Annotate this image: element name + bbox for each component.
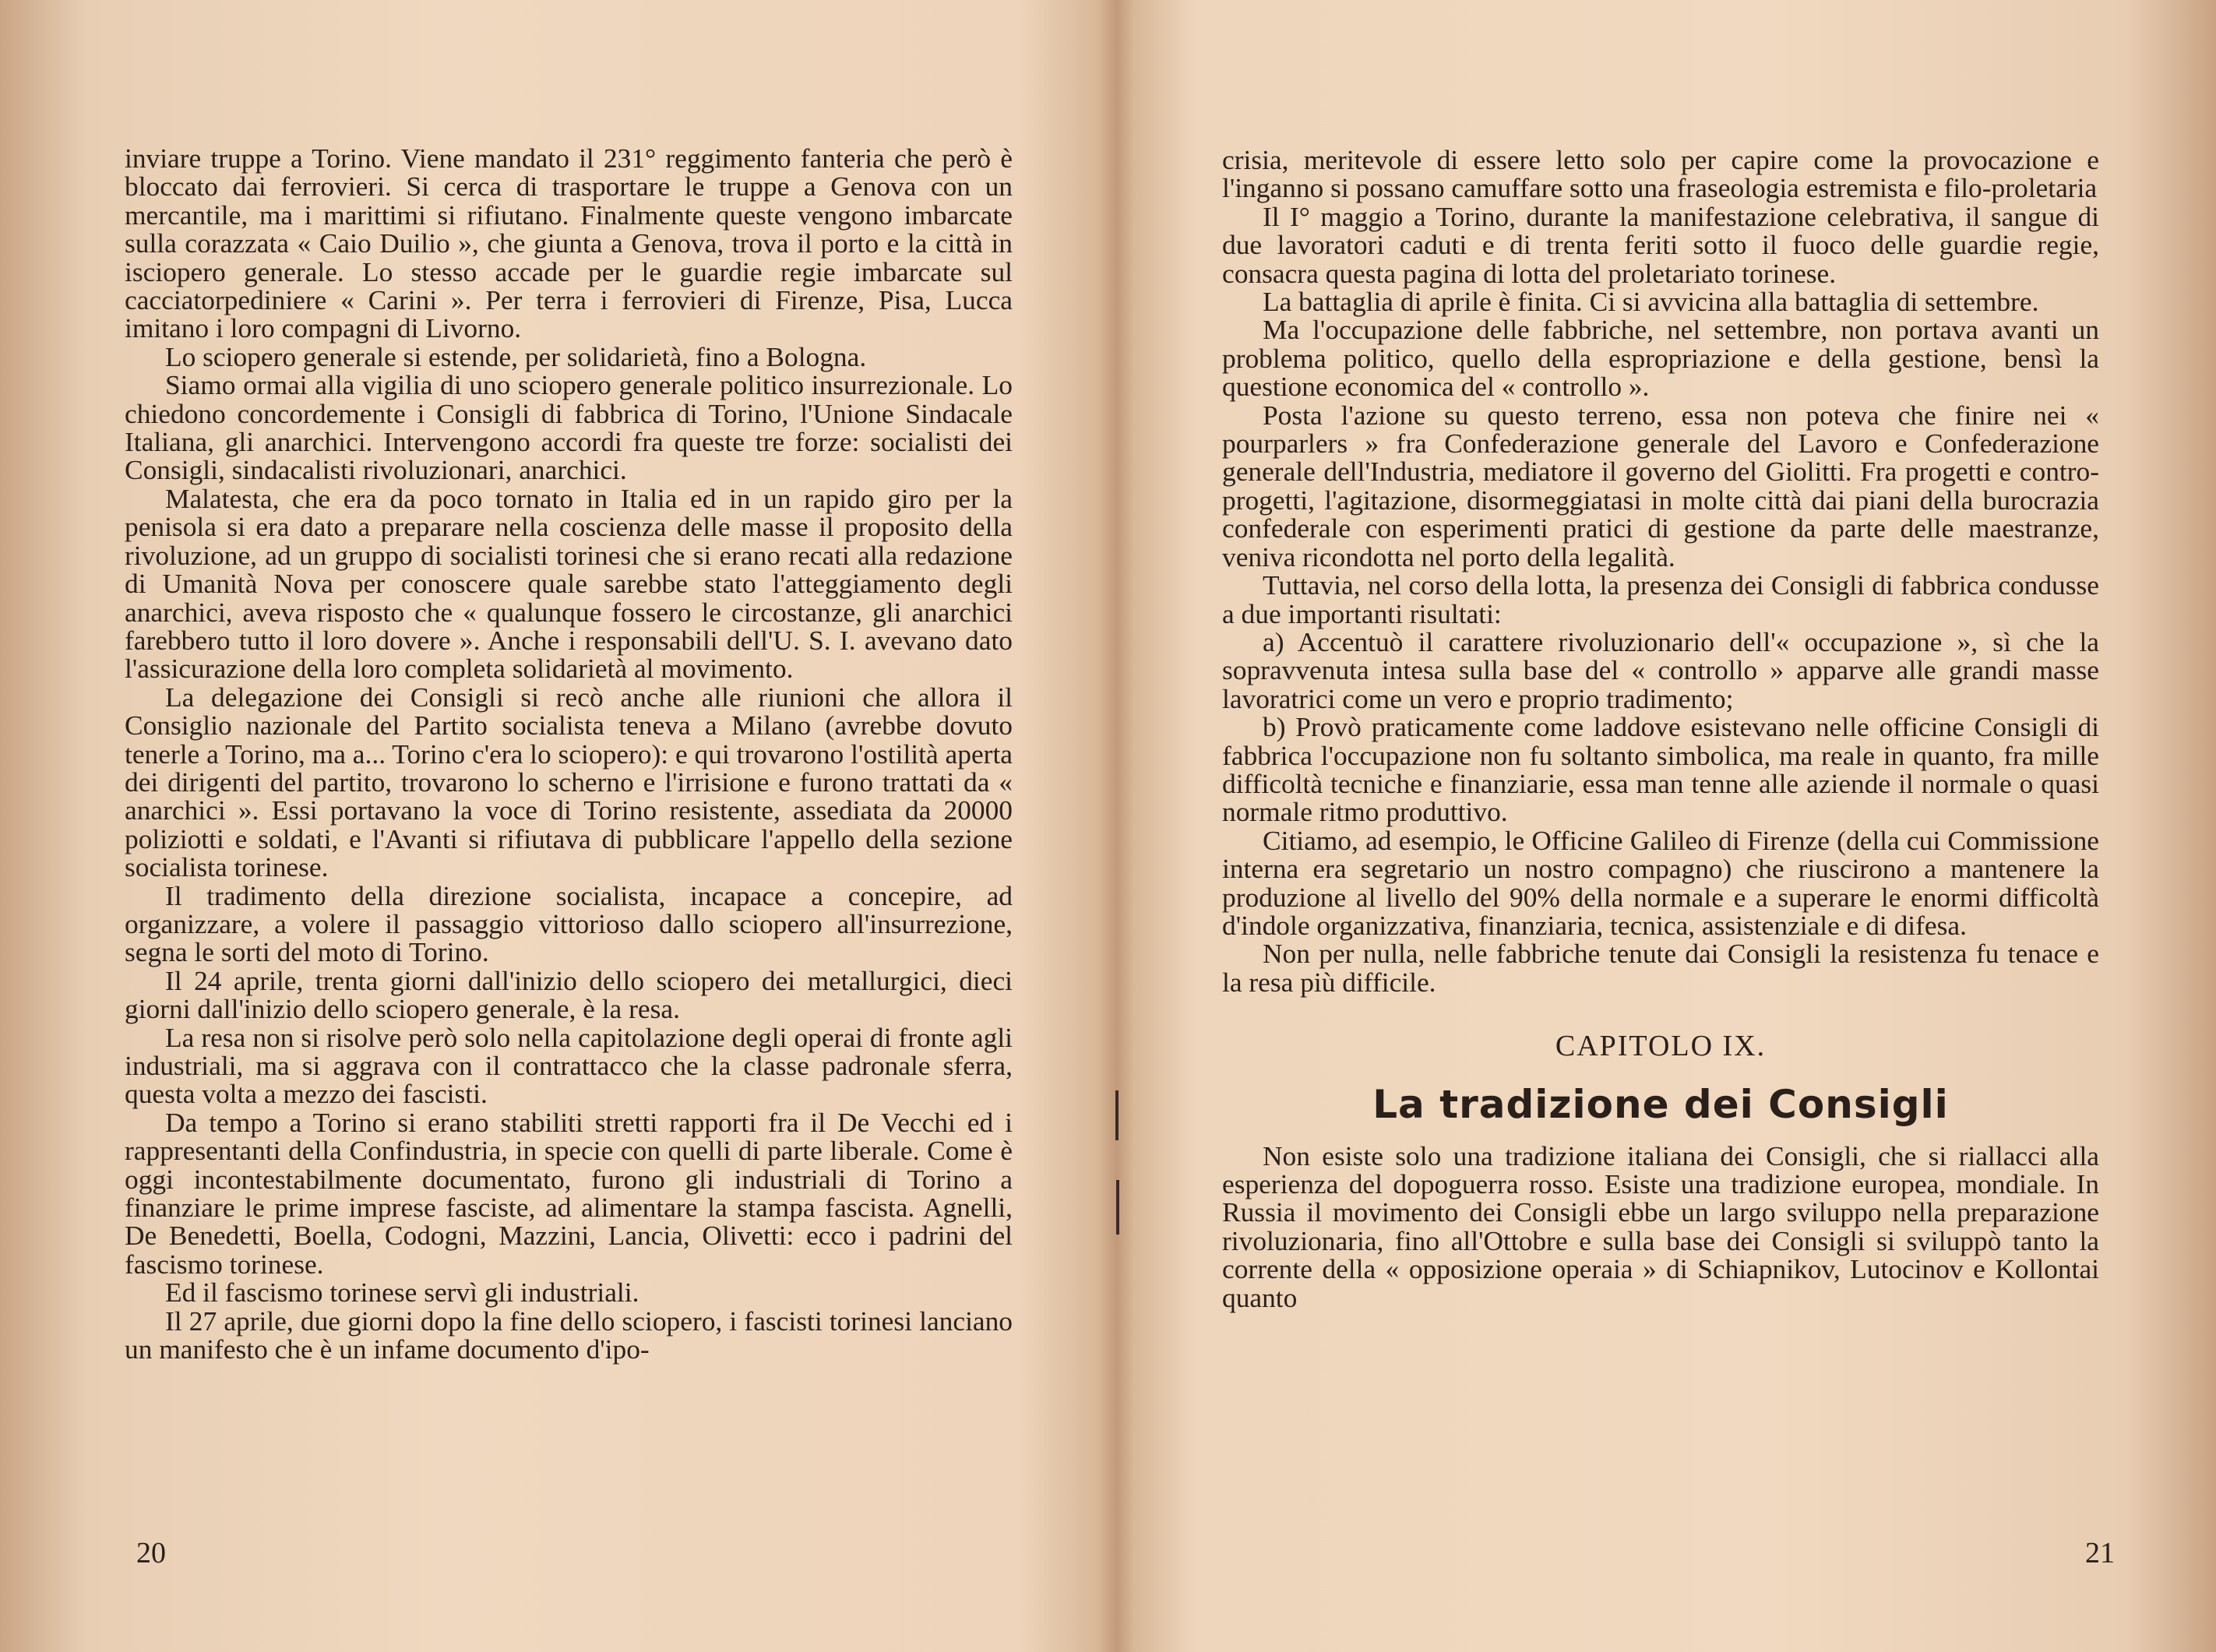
page-number: 21 [2085, 1537, 2115, 1569]
right-page [1110, 0, 2216, 1652]
paragraph: Siamo ormai alla vigilia di uno sciopero generale politico insurrezionale. Lo chiedono concordemente i Consigli di fabbrica di Torino, l'Unione Sindacale Italiana, gli anarchici. Intervengono accordi fra queste tre forze: socialisti dei Consigli, sindacalisti rivoluzionari, anarchici. [125, 369, 1013, 486]
page-number: 20 [136, 1537, 166, 1569]
paragraph: Il 24 aprile, trenta giorni dall'inizio dello sciopero dei metallurgici, dieci giorni dall'inizio dello sciopero generale, è la resa. [125, 964, 1013, 1025]
paragraph: La battaglia di aprile è finita. Ci si avvicina alla battaglia di settembre. [1263, 286, 2039, 318]
paragraph: Non per nulla, nelle fabbriche tenute dai Consigli la resistenza fu tenace e la resa più difficile. [1222, 938, 2099, 998]
paragraph: Da tempo a Torino si erano stabiliti stretti rapporti fra il De Vecchi ed i rappresentanti della Confindustria, in specie con quelli di parte liberale. Come è oggi incontestabilmente documentato, furono gli industriali di Torino a finanziare le prime imprese fasciste, ad alimentare la stampa fascista. Agnelli, De Benedetti, Boella, Codogni, Mazzini, Lancia, Olivetti: ecco i padrini del fascismo torinese. [125, 1106, 1013, 1280]
right-page-text [1222, 146, 2099, 1312]
paragraph: crisia, meritevole di essere letto solo per capire come la provocazione e l'inganno si possano camuffare sotto una fraseologia estremista e filo-proletaria [1222, 144, 2099, 204]
paragraph: a) Accentuò il carattere rivoluzionario dell'« occupazione », sì che la sopravvenuta intesa sulla base del « controllo » apparve alle grandi masse lavoratrici come un vero e proprio tradimento; [1222, 625, 2099, 714]
paragraph: La delegazione dei Consigli si recò anche alle riunioni che allora il Consiglio nazionale del Partito socialista teneva a Milano (avrebbe dovuto tenerle a Torino, ma a... Torino c'era lo sciopero): e qui trovarono l'ostilità aperta dei dirigenti del partito, trovarono lo scherno e l'irrisione e furono trattati da « anarchici ». Essi portavano la voce di Torino resistente, assediata da 20000 poliziotti e soldati, e l'Avanti si rifiutava di pubblicare l'appello della sezione socialista torinese. [125, 681, 1013, 883]
paragraph: Citiamo, ad esempio, le Officine Galileo di Firenze (della cui Commissione interna era segretario un nostro compagno) che riuscirono a mantenere la produzione al livello del 90% della normale e a superare le enormi difficoltà d'indole organizzativa, finanziaria, tecnica, assistenziale e di difesa. [1222, 824, 2099, 941]
chapter-title: La tradizione dei Consigli [1372, 1081, 1949, 1127]
paragraph: Il I° maggio a Torino, durante la manifestazione celebrativa, il sangue di due lavoratori caduti e di trenta feriti sotto il fuoco delle guardie regie, consacra questa pagina di lotta del proletariato torinese. [1222, 200, 2099, 289]
left-page-text [125, 144, 1013, 1363]
paragraph: Posta l'azione su questo terreno, essa non poteva che finire nei « pourparlers » fra Confederazione generale del Lavoro e Confederazione generale dell'Industria, mediatore il governo del Giolitti. Fra progetti e contro-progetti, l'agitazione, disormeggiatasi in molte città dai piani della burocrazia confederale con esperimenti pratici di gestione da parte delle maestranze, veniva ricondotta nel porto della legalità. [1222, 399, 2099, 572]
paragraph: Malatesta, che era da poco tornato in Italia ed in un rapido giro per la penisola si era dato a preparare nella coscienza delle masse il proposito della rivoluzione, ad un gruppo di socialisti torinesi che si erano recati alla redazione di Umanità Nova per conoscere quale sarebbe stato l'atteggiamento degli anarchici, aveva risposto che « qualunque fossero le circostanze, gli anarchici farebbero tutto il loro dovere ». Anche i responsabili dell'U. S. I. avevano dato l'assicurazione della loro completa solidarietà al movimento. [125, 482, 1013, 685]
left-page [0, 0, 1106, 1652]
paragraph: b) Provò praticamente come laddove esistevano nelle officine Consigli di fabbrica l'occupazione non fu soltanto simbolica, ma reale in quanto, fra mille difficoltà tecniche e finanziarie, essa man tenne alle aziende il normale o quasi normale ritmo produttivo. [1222, 711, 2099, 828]
paragraph: Il 27 aprile, due giorni dopo la fine dello sciopero, i fascisti torinesi lanciano un manifesto che è un infame documento d'ipo- [125, 1305, 1013, 1365]
chapter-label: CAPITOLO IX. [1555, 1030, 1767, 1063]
paragraph: Ed il fascismo torinese servì gli industriali. [165, 1277, 639, 1309]
paragraph: Ma l'occupazione delle fabbriche, nel settembre, non portava avanti un problema politico, quello della espropriazione e della gestione, bensì la questione economica del « controllo ». [1222, 314, 2099, 403]
paragraph: Tuttavia, nel corso della lotta, la presenza dei Consigli di fabbrica condusse a due importanti risultati: [1222, 569, 2099, 629]
paragraph: Non esiste solo una tradizione italiana dei Consigli, che si riallacci alla esperienza del dopoguerra rosso. Esiste una tradizione europea, mondiale. In Russia il movimento dei Consigli ebbe un largo sviluppo nella preparazione rivoluzionaria, fino all'Ottobre e sulla base dei Consigli si sviluppò tanto la corrente della « opposizione operaia » di Schiapnikov, Lutocinov e Kollontai quanto [1222, 1139, 2099, 1313]
paragraph: Lo sciopero generale si estende, per solidarietà, fino a Bologna. [165, 340, 867, 372]
paragraph: Il tradimento della direzione socialista, incapace a concepire, ad organizzare, a volere il passaggio vittorioso dallo sciopero all'insurrezione, segna le sorti del moto di Torino. [125, 879, 1013, 968]
paragraph: La resa non si risolve però solo nella capitolazione degli operai di fronte agli industriali, ma si aggrava con il contrattacco che la classe padronale sferra, questa volta a mezzo dei fascisti. [125, 1021, 1013, 1110]
paragraph: inviare truppe a Torino. Viene mandato il 231° reggimento fanteria che però è bloccato dai ferrovieri. Si cerca di trasportare le truppe a Genova con un mercantile, ma i marittimi si rifiutano. Finalmente queste vengono imbarcate sulla corazzata « Caio Duilio », che giunta a Genova, trova il porto e la città in isciopero generale. Lo stesso accade per le guardie regie imbarcate sul cacciatorpediniere « Carini ». Per terra i ferrovieri di Firenze, Pisa, Lucca imitano i loro compagni di Livorno. [125, 143, 1013, 344]
